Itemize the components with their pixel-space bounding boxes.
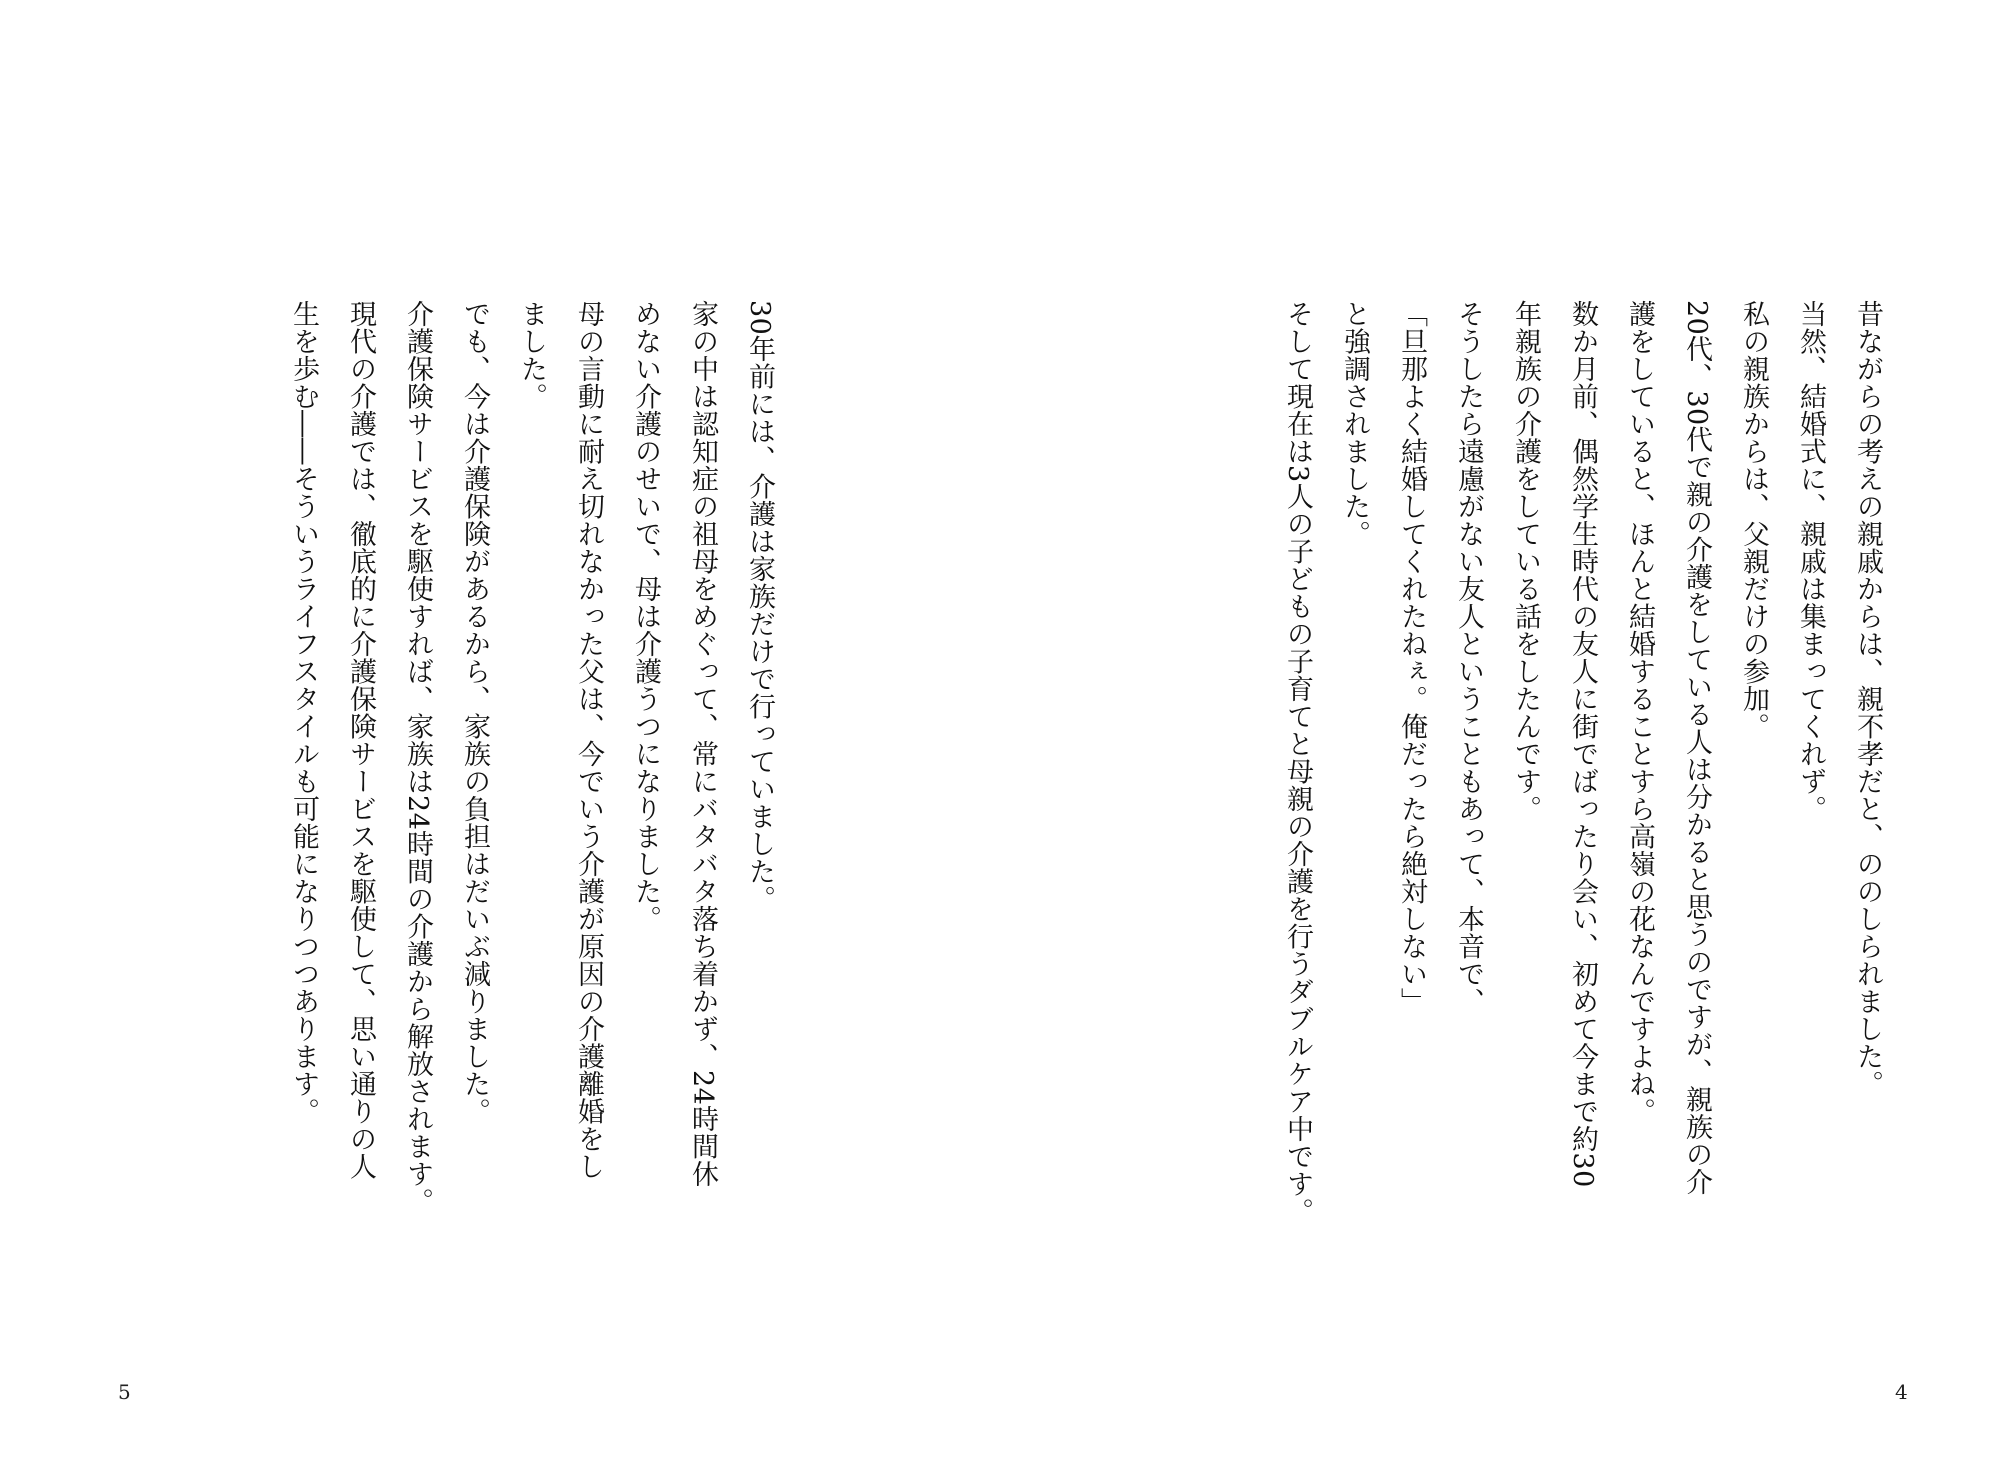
text-line: 30年前には、介護は家族だけで行っていました。 bbox=[744, 300, 775, 913]
text-line: 数か月前、偶然学生時代の友人に街でばったり会い、初めて今まで約30 bbox=[1567, 300, 1598, 1188]
text-line: そして現在は3人の子どもの子育てと母親の介護を行うダブルケア中です。 bbox=[1282, 300, 1313, 1226]
text-line: 年親族の介護をしている話をしたんです。 bbox=[1510, 300, 1541, 823]
page-number-right: 4 bbox=[1895, 1380, 1908, 1404]
text-line: と強調されました。 bbox=[1339, 300, 1370, 548]
text-line: 当然、結婚式に、親戚は集まってくれず。 bbox=[1795, 300, 1826, 823]
text-line: 介護保険サービスを駆使すれば、家族は24時間の介護から解放されます。 bbox=[402, 300, 433, 1216]
left-page-body-text bbox=[128, 300, 788, 1320]
text-line: 生を歩む――そういうライフスタイルも可能になりつつあります。 bbox=[288, 300, 319, 1125]
text-line: 20代、30代で親の介護をしている人は分かると思うのですが、親族の介 bbox=[1681, 300, 1712, 1196]
text-line: 現代の介護では、徹底的に介護保険サービスを駆使して、思い通りの人 bbox=[345, 300, 376, 1180]
text-line: ました。 bbox=[516, 300, 547, 410]
text-line: 母の言動に耐え切れなかった父は、今でいう介護が原因の介護離婚をし bbox=[573, 300, 604, 1180]
right-page-body-text bbox=[1236, 300, 1896, 1320]
text-line: 昔ながらの考えの親戚からは、親不孝だと、ののしられました。 bbox=[1852, 300, 1883, 1098]
page-number-left: 5 bbox=[118, 1380, 131, 1404]
text-line: 私の親族からは、父親だけの参加。 bbox=[1738, 300, 1769, 740]
right-page bbox=[1008, 0, 2016, 1480]
text-line: そうしたら遠慮がない友人ということもあって、本音で、 bbox=[1453, 300, 1484, 1015]
text-line: 護をしていると、ほんと結婚することすら高嶺の花なんですよね。 bbox=[1624, 300, 1655, 1125]
text-line: 家の中は認知症の祖母をめぐって、常にバタバタ落ち着かず、24時間休 bbox=[687, 300, 718, 1188]
text-line: 「旦那よく結婚してくれたねぇ。俺だったら絶対しない」 bbox=[1396, 300, 1427, 1015]
text-line: でも、今は介護保険があるから、家族の負担はだいぶ減りました。 bbox=[459, 300, 490, 1125]
text-line: めない介護のせいで、母は介護うつになりました。 bbox=[630, 300, 661, 933]
